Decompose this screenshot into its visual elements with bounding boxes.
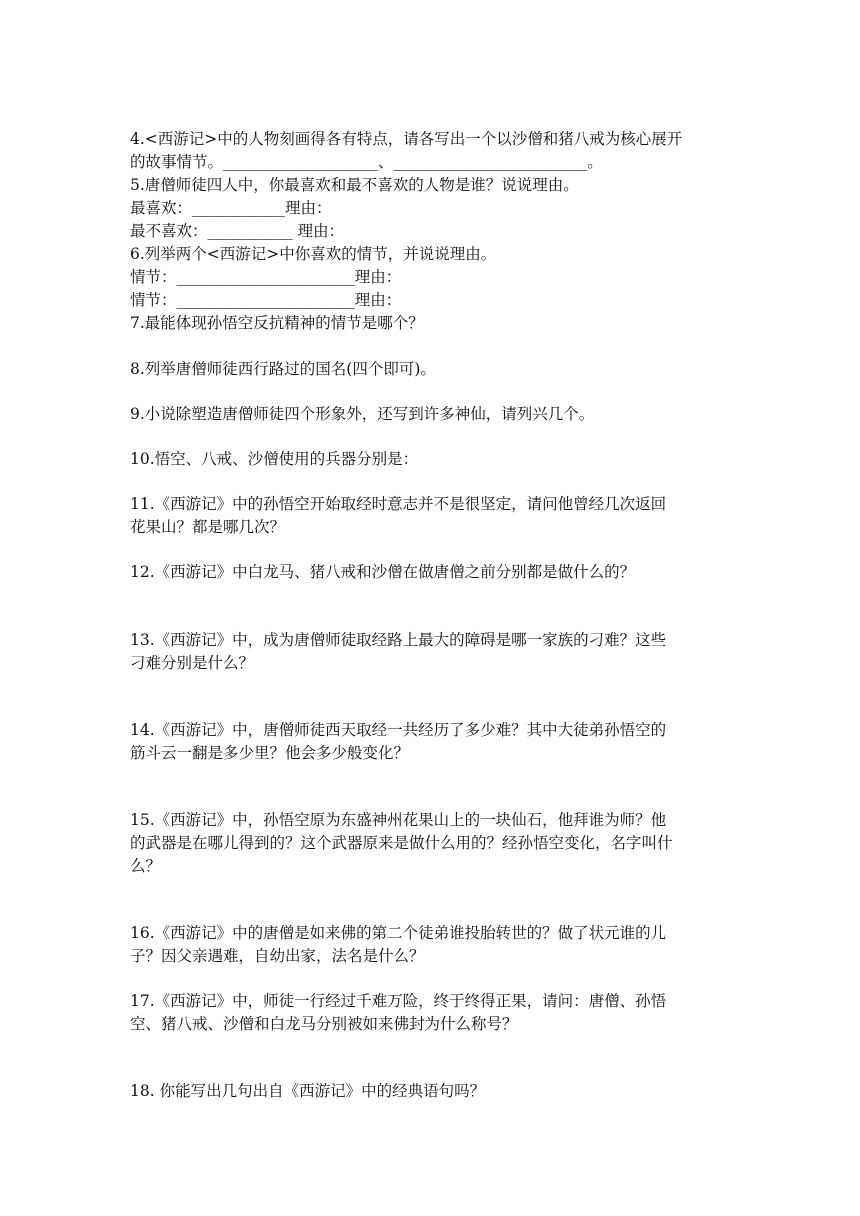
question-16-line-2: 子？因父亲遇难，自幼出家，法名是什么？ xyxy=(130,947,425,965)
question-12-line-1: 12.《西游记》中白龙马、猪八戒和沙僧在做唐僧之前分别都是做什么的？ xyxy=(130,563,636,581)
question-18-line-1: 18. 你能写出几句出自《西游记》中的经典语句吗？ xyxy=(130,1082,486,1100)
question-4-line-1: 4.<西游记>中的人物刻画得各有特点，请各写出一个以沙僧和猪八戒为核心展开 xyxy=(130,130,683,148)
question-11-line-2: 花果山？都是哪几次？ xyxy=(130,518,286,536)
question-13-line-1: 13.《西游记》中，成为唐僧师徒取经路上最大的障碍是哪一家族的刁难？这些 xyxy=(130,631,667,649)
question-13-line-2: 刁难分别是什么？ xyxy=(130,654,255,672)
question-11-line-1: 11.《西游记》中的孙悟空开始取经时意志并不是很坚定，请问他曾经几次返回 xyxy=(130,495,667,513)
question-15-line-1: 15.《西游记》中，孙悟空原为东盛神州花果山上的一块仙石，他拜谁为师？他 xyxy=(130,811,667,829)
question-17-line-1: 17.《西游记》中，师徒一行经过千难万险，终于终得正果，请问：唐僧、孙悟 xyxy=(130,992,667,1010)
question-6-line-3: 情节：_______________________理由： xyxy=(130,291,402,309)
question-6-line-2: 情节：_______________________理由： xyxy=(130,268,402,286)
question-5-line-2: 最喜欢：____________理由： xyxy=(130,199,332,217)
question-5-line-1: 5.唐僧师徒四人中，你最喜欢和最不喜欢的人物是谁？说说理由。 xyxy=(130,176,579,194)
question-17-line-2: 空、猪八戒、沙僧和白龙马分别被如来佛封为什么称号？ xyxy=(130,1015,518,1033)
question-14-line-1: 14.《西游记》中，唐僧师徒西天取经一共经历了多少难？其中大徒弟孙悟空的 xyxy=(130,721,667,739)
question-14-line-2: 筋斗云一翻是多少里？他会多少般变化？ xyxy=(130,744,410,762)
question-6-line-1: 6.列举两个<西游记>中你喜欢的情节，并说说理由。 xyxy=(130,245,497,263)
question-8-line-1: 8.列举唐僧师徒西行路过的国名(四个即可)。 xyxy=(130,360,436,378)
question-4-line-2: 的故事情节。____________________、_________________________。 xyxy=(130,153,603,171)
question-9-line-1: 9.小说除塑造唐僧师徒四个形象外，还写到许多神仙，请列兴几个。 xyxy=(130,405,595,423)
question-5-line-3: 最不喜欢：___________ 理由： xyxy=(130,222,345,240)
question-16-line-1: 16.《西游记》中的唐僧是如来佛的第二个徒弟谁投胎转世的？做了状元谁的儿 xyxy=(130,924,667,942)
question-15-line-2: 的武器是在哪儿得到的？这个武器原来是做什么用的？经孙悟空变化，名字叫什 xyxy=(130,834,673,852)
question-15-line-3: 么？ xyxy=(130,857,162,875)
question-7-line-1: 7.最能体现孙悟空反抗精神的情节是哪个？ xyxy=(130,314,424,332)
question-10-line-1: 10.悟空、八戒、沙僧使用的兵器分别是： xyxy=(130,450,419,468)
